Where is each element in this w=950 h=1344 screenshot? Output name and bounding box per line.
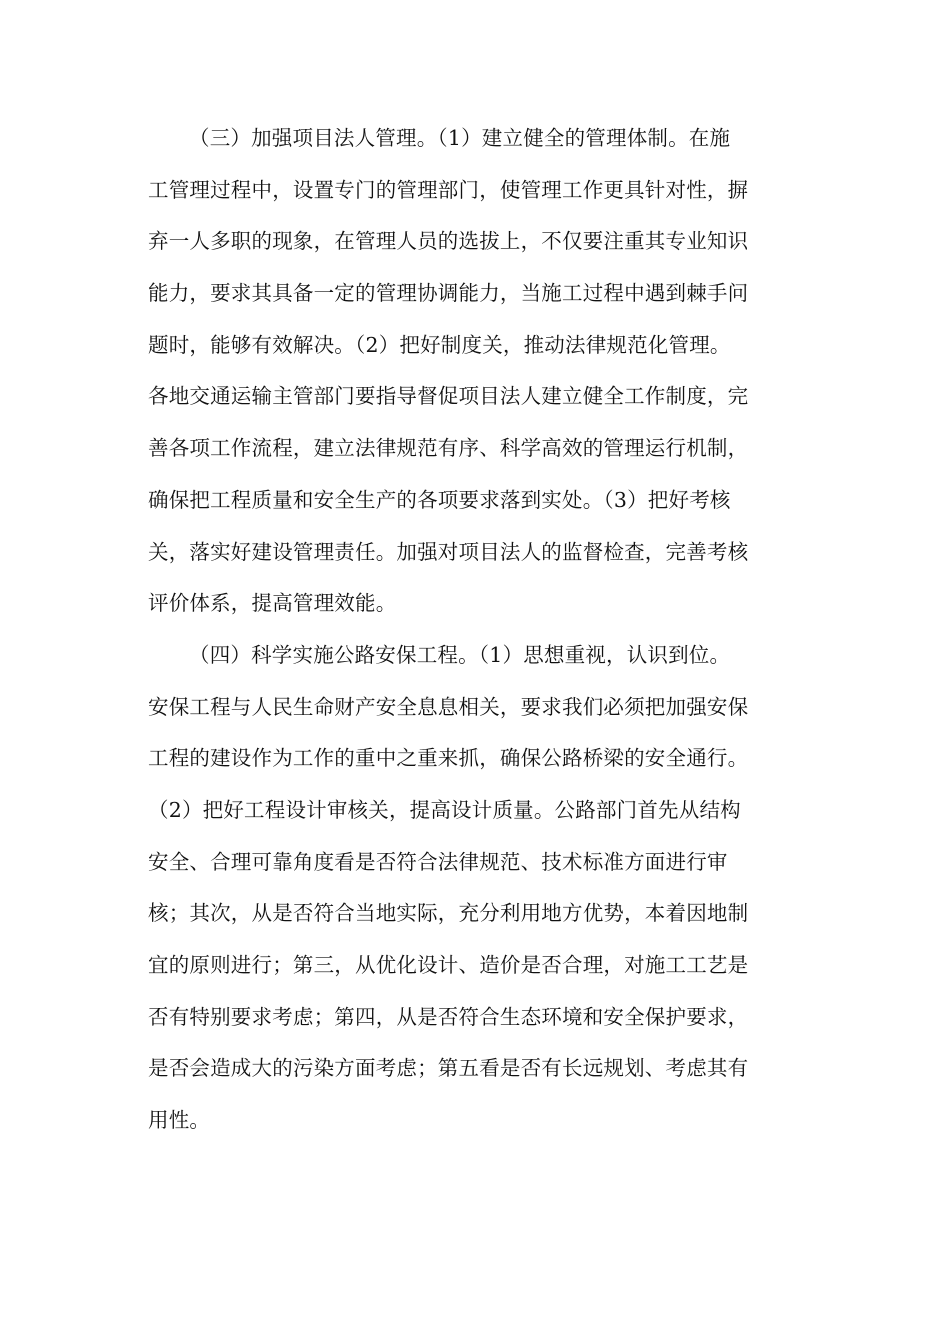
text-line: 善各项工作流程，建立法律规范有序、科学高效的管理运行机制，	[148, 436, 749, 461]
paragraph-4-highway-safety-project	[148, 630, 800, 1147]
text-line: 评价体系，提高管理效能。	[148, 591, 397, 616]
text-line: 工程的建设作为工作的重中之重来抓，确保公路桥梁的安全通行。	[148, 746, 749, 771]
text-line: 安保工程与人民生命财产安全息息相关，要求我们必须把加强安保	[148, 694, 749, 719]
document-body	[148, 113, 800, 1147]
text-line: （2）把好工程设计审核关，提高设计质量。公路部门首先从结构	[148, 797, 741, 822]
text-line: 题时，能够有效解决。（2）把好制度关，推动法律规范化管理。	[148, 332, 731, 357]
text-line: 核；其次，从是否符合当地实际，充分利用地方优势，本着因地制	[148, 901, 749, 926]
text-line: 能力，要求其具备一定的管理协调能力，当施工过程中遇到棘手问	[148, 281, 749, 306]
text-line: 安全、合理可靠角度看是否符合法律规范、技术标准方面进行审	[148, 849, 728, 874]
text-line: 各地交通运输主管部门要指导督促项目法人建立健全工作制度，完	[148, 384, 749, 409]
text-line: 工管理过程中，设置专门的管理部门，使管理工作更具针对性，摒	[148, 177, 749, 202]
text-line: 关，落实好建设管理责任。加强对项目法人的监督检查，完善考核	[148, 539, 749, 564]
text-line: 是否会造成大的污染方面考虑；第五看是否有长远规划、考虑其有	[148, 1056, 749, 1081]
text-line: 宜的原则进行；第三，从优化设计、造价是否合理，对施工工艺是	[148, 953, 749, 977]
text-line: 用性。	[148, 1108, 211, 1133]
text-line: 弃一人多职的现象，在管理人员的选拔上，不仅要注重其专业知识	[148, 229, 749, 254]
text-line: （三）加强项目法人管理。（1）建立健全的管理体制。在施	[189, 126, 731, 150]
text-line: （四）科学实施公路安保工程。（1）思想重视，认识到位。	[189, 642, 731, 667]
paragraph-3-project-legal-person	[148, 113, 800, 630]
text-line: 否有特别要求考虑；第四，从是否符合生态环境和安全保护要求，	[148, 1004, 749, 1029]
text-line: 确保把工程质量和安全生产的各项要求落到实处。（3）把好考核	[148, 487, 731, 512]
